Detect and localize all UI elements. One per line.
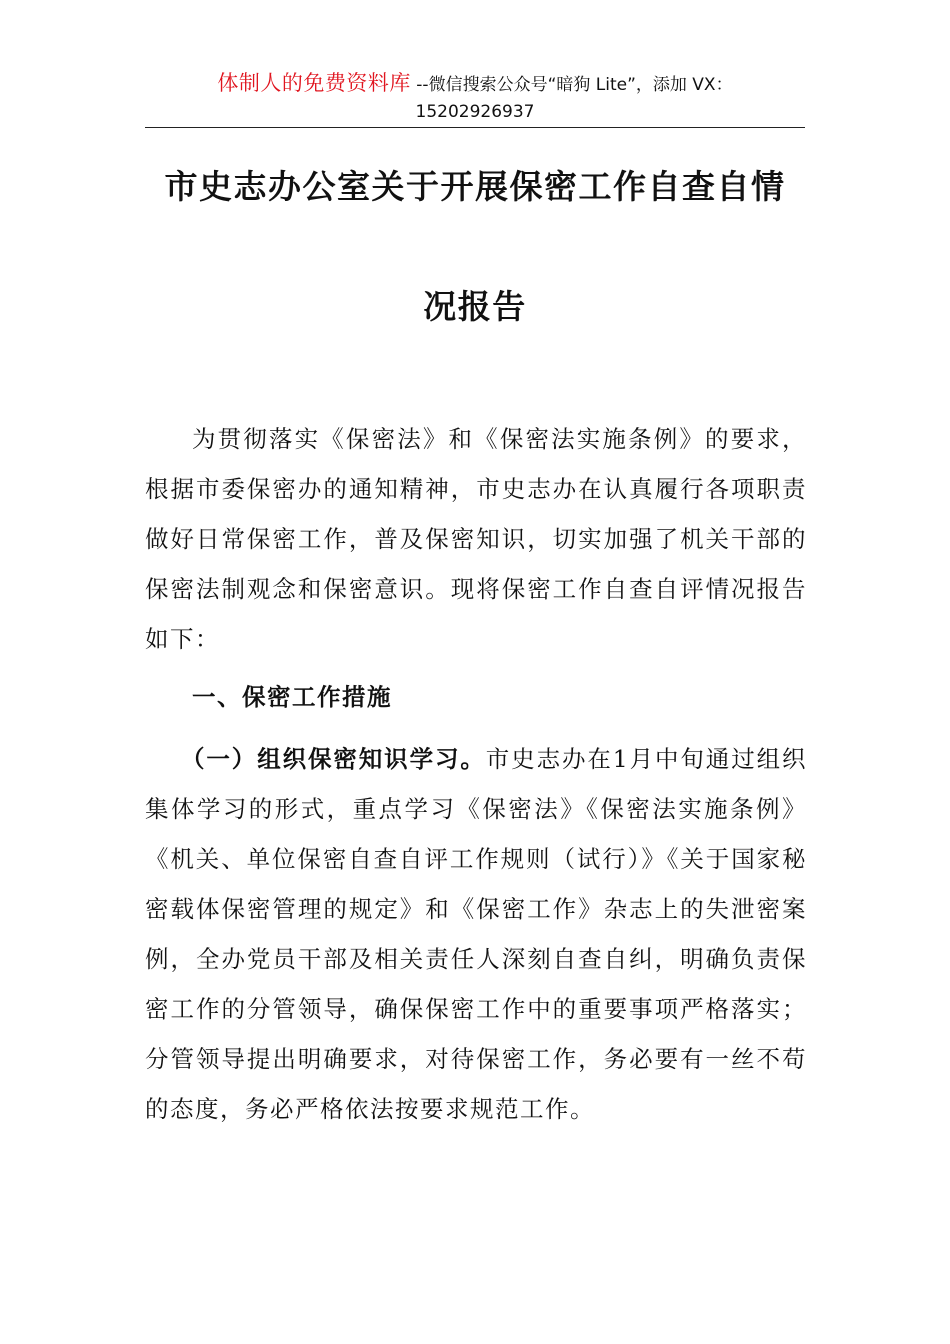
section-heading-1: 一、保密工作措施	[192, 683, 392, 711]
intro-paragraph: 为贯彻落实《保密法》和《保密法实施条例》的要求，根据市委保密办的通知精神，市史志办在认真履行各项职责做好日常保密工作，普及保密知识，切实加强了机关干部的保密法制观念和保密意识。现将保密工作自查自评情况报告如下：	[145, 425, 807, 653]
subsection-body: 市史志办在1月中旬通过组织集体学习的形式，重点学习《保密法》《保密法实施条例》《机关、单位保密自查自评工作规则（试行）》《关于国家秘密载体保密管理的规定》和《保密工作》杂志上的失泄密案例，全办党员干部及相关责任人深刻自查自纠，明确负责保密工作的分管领导，确保保密工作中的重要事项严格落实；分管领导提出明确要求，对待保密工作，务必要有一丝不苟的态度，务必严格依法按要求规范工作。	[145, 745, 808, 1123]
header-contact: 15202926937	[415, 102, 535, 122]
subsection-lead: （一）组织保密知识学习。	[181, 745, 486, 773]
document-title-line-1: 市史志办公室关于开展保密工作自查自情	[164, 167, 786, 206]
document-title-line-2: 况报告	[423, 287, 527, 326]
page-header	[145, 70, 805, 126]
header-brand: 体制人的免费资料库	[217, 71, 411, 95]
subsection-paragraph-1	[145, 734, 807, 1134]
header-note: --微信搜索公众号“暗狗 Lite”，添加 VX：	[410, 75, 733, 95]
header-divider	[145, 127, 805, 128]
